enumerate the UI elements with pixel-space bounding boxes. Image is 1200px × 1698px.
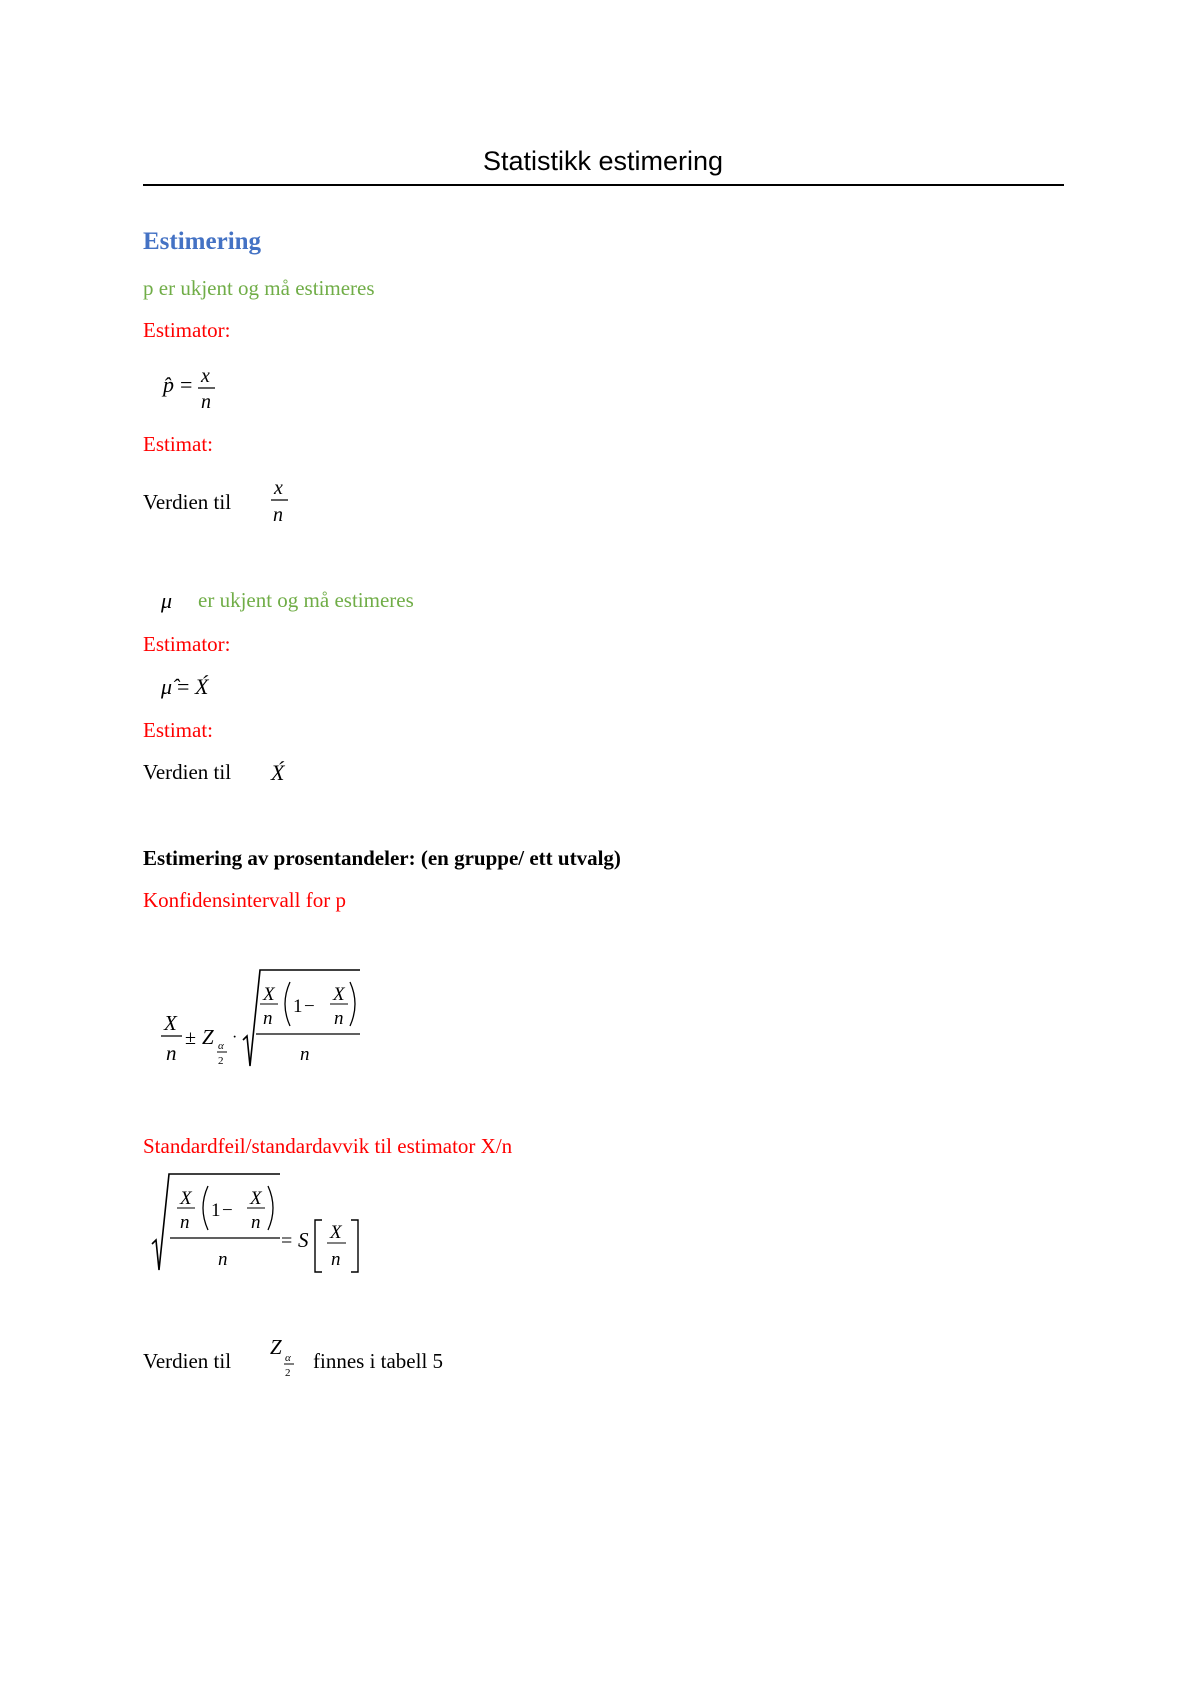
equals-sign: = — [177, 674, 190, 699]
page-title: Statistikk estimering — [482, 146, 724, 176]
svg-text:1: 1 — [293, 996, 303, 1017]
z-symbol: Z — [202, 1025, 214, 1049]
p-value-text: Verdien til — [143, 490, 232, 514]
ci-label: Konfidensintervall for p — [143, 888, 346, 912]
svg-text:X́: X́ — [271, 760, 285, 785]
svg-text:n: n — [251, 1212, 261, 1233]
svg-text:n: n — [334, 1008, 344, 1029]
two-sub: 2 — [218, 1055, 224, 1067]
z-table-suffix: finnes i tabell 5 — [313, 1349, 444, 1373]
cdot: · — [232, 1029, 238, 1046]
s-symbol: S — [298, 1228, 309, 1252]
standard-error-formula — [150, 1168, 380, 1278]
equals-sign: = — [180, 372, 193, 397]
x-over-n-fraction — [268, 472, 298, 532]
numerator-x: x — [201, 365, 210, 387]
alpha-sub: α — [218, 1040, 224, 1052]
p-estimate-label: Estimat: — [143, 432, 213, 456]
svg-text:X: X — [180, 1188, 192, 1209]
p-hat-symbol: p̂ — [163, 372, 174, 397]
denominator-n: n — [273, 504, 283, 526]
mu-intro-text: er ukjent og må estimeres — [198, 588, 414, 612]
z-alpha-half-symbol — [266, 1330, 306, 1386]
section-heading-estimering: Estimering — [143, 228, 262, 255]
svg-text:X: X — [263, 984, 275, 1005]
denominator-n: n — [201, 391, 211, 413]
p-hat-formula — [155, 360, 235, 420]
mu-hat-formula — [155, 668, 235, 704]
mu-symbol — [155, 586, 185, 616]
se-label: Standardfeil/standardavvik til estimator X/n — [143, 1134, 513, 1158]
svg-text:n: n — [218, 1249, 228, 1270]
svg-text:n: n — [300, 1044, 310, 1065]
svg-text:=: = — [281, 1230, 293, 1252]
plus-minus-sign: ± — [185, 1027, 196, 1049]
p-estimator-label: Estimator: — [143, 318, 231, 342]
svg-text:−: − — [222, 1200, 233, 1221]
svg-text:μ: μ — [161, 588, 173, 613]
svg-text:X: X — [333, 984, 345, 1005]
numerator-x: x — [274, 477, 283, 499]
mu-estimator-label: Estimator: — [143, 632, 231, 656]
svg-text:2: 2 — [285, 1367, 291, 1379]
svg-text:Z: Z — [270, 1335, 282, 1359]
confidence-interval-formula — [150, 960, 380, 1080]
mu-estimate-label: Estimat: — [143, 718, 213, 742]
svg-text:−: − — [304, 996, 315, 1017]
svg-text:X: X — [250, 1188, 262, 1209]
svg-text:α: α — [285, 1352, 291, 1364]
svg-text:n: n — [263, 1008, 273, 1029]
svg-text:X: X — [330, 1222, 342, 1243]
z-table-prefix: Verdien til — [143, 1349, 232, 1373]
percent-section-heading: Estimering av prosentandeler: (en gruppe/ ett utvalg) — [143, 846, 621, 870]
svg-text:n: n — [331, 1249, 341, 1270]
mu-hat-symbol: μ̂ — [161, 674, 173, 699]
mu-value-text: Verdien til — [143, 760, 232, 784]
p-intro-text: p er ukjent og må estimeres — [143, 276, 375, 300]
ci-denominator-n: n — [166, 1041, 177, 1065]
x-bar-value — [265, 756, 295, 788]
title-underline — [143, 184, 1064, 186]
ci-numerator-X: X — [164, 1011, 177, 1035]
svg-text:n: n — [180, 1212, 190, 1233]
svg-text:1: 1 — [211, 1200, 221, 1221]
x-bar-symbol: X́ — [195, 674, 209, 699]
